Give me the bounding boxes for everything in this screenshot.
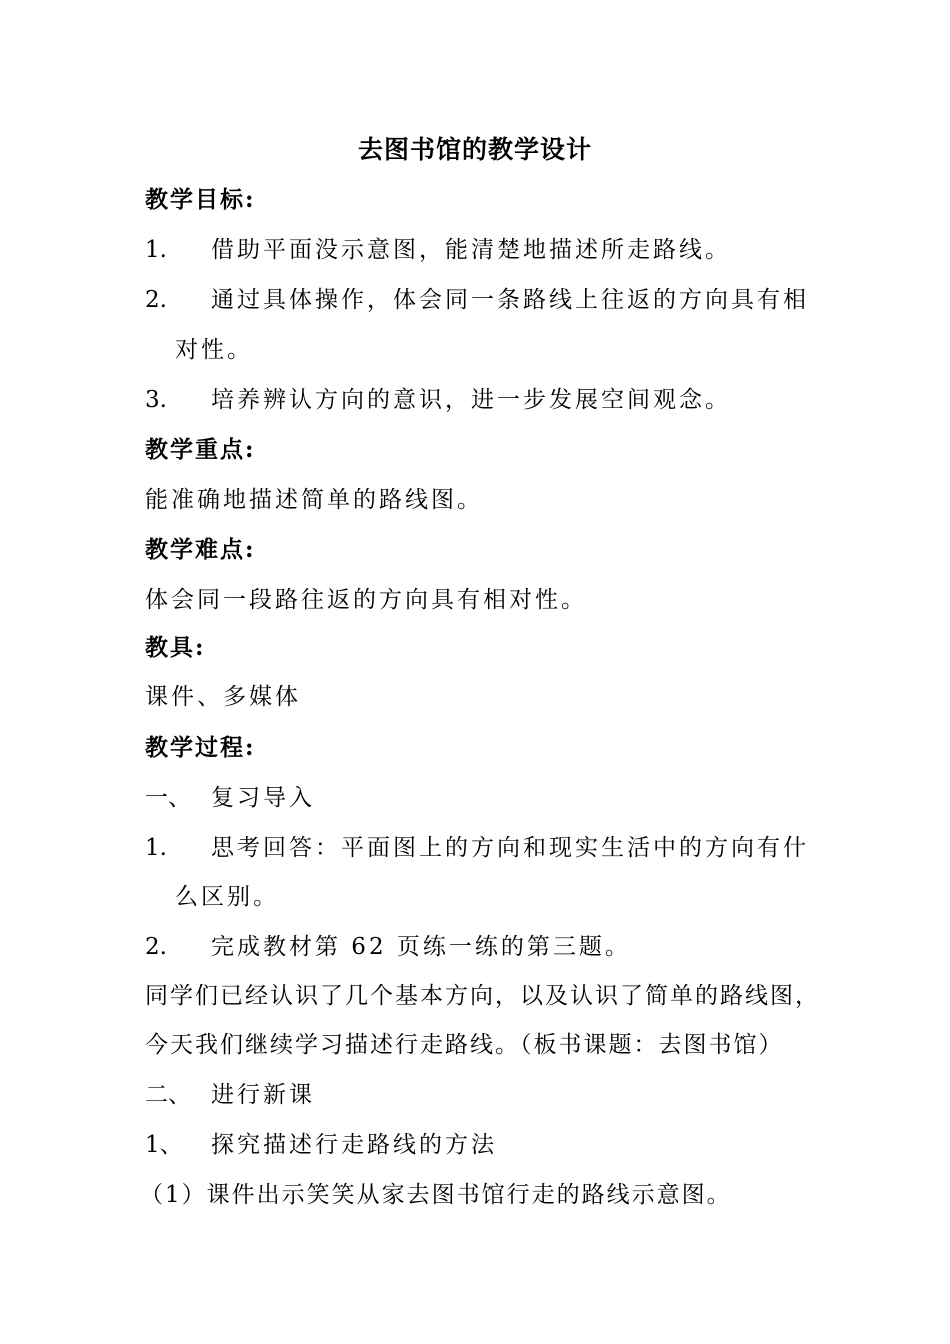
process-section-2-number: 二、 xyxy=(145,1082,191,1108)
goals-heading: 教学目标: xyxy=(145,186,256,213)
goal-item-1-number: 1. xyxy=(145,237,167,263)
section-2-item-1 xyxy=(145,1125,497,1165)
process-section-2-label: 进行新课 xyxy=(211,1082,315,1108)
process-section-2 xyxy=(145,1075,315,1115)
goal-item-1-text: 借助平面没示意图，能清楚地描述所走路线。 xyxy=(211,237,731,263)
section-2-subitem-1: （1）课件出示笑笑从家去图书馆行走的路线示意图。 xyxy=(140,1182,732,1208)
difficulty-heading: 教学难点: xyxy=(145,536,256,563)
goal-item-3-number: 3. xyxy=(145,387,167,413)
goal-item-3-text: 培养辨认方向的意识，进一步发展空间观念。 xyxy=(211,387,731,413)
goal-item-3 xyxy=(145,380,731,420)
section-2-item-1-text: 探究描述行走路线的方法 xyxy=(211,1132,497,1158)
key-point-text: 能准确地描述简单的路线图。 xyxy=(145,487,483,513)
key-point-heading: 教学重点: xyxy=(145,436,256,463)
section-1-item-2-text: 完成教材第 62 页练一练的第三题。 xyxy=(211,934,631,960)
section-1-item-1-continuation: 么区别。 xyxy=(175,884,279,910)
section-1-item-2-number: 2. xyxy=(145,934,167,960)
section-1-item-2 xyxy=(145,927,631,967)
goal-item-2-continuation: 对性。 xyxy=(175,337,253,363)
goal-item-2-text: 通过具体操作，体会同一条路线上往返的方向具有相 xyxy=(211,287,809,313)
difficulty-text: 体会同一段路往返的方向具有相对性。 xyxy=(145,587,587,613)
section-1-paragraph-line-1: 同学们已经认识了几个基本方向，以及认识了简单的路线图， xyxy=(145,983,820,1009)
section-1-item-1-text: 思考回答：平面图上的方向和现实生活中的方向有什 xyxy=(211,835,809,861)
process-section-1-label: 复习导入 xyxy=(211,785,315,811)
process-section-1-number: 一、 xyxy=(145,785,191,811)
process-heading: 教学过程: xyxy=(145,734,256,761)
goal-item-2 xyxy=(145,280,809,320)
section-1-item-1 xyxy=(145,828,809,868)
process-section-1 xyxy=(145,778,315,818)
section-1-paragraph-line-2: 今天我们继续学习描述行走路线。（板书课题：去图书馆） xyxy=(145,1032,784,1058)
section-2-item-1-number: 1、 xyxy=(145,1132,183,1158)
section-1-item-1-number: 1. xyxy=(145,835,167,861)
goal-item-2-number: 2. xyxy=(145,287,167,313)
document-title: 去图书馆的教学设计 xyxy=(357,135,592,164)
goal-item-1 xyxy=(145,230,731,270)
tools-heading: 教具: xyxy=(145,634,206,661)
tools-text: 课件、多媒体 xyxy=(145,684,301,710)
